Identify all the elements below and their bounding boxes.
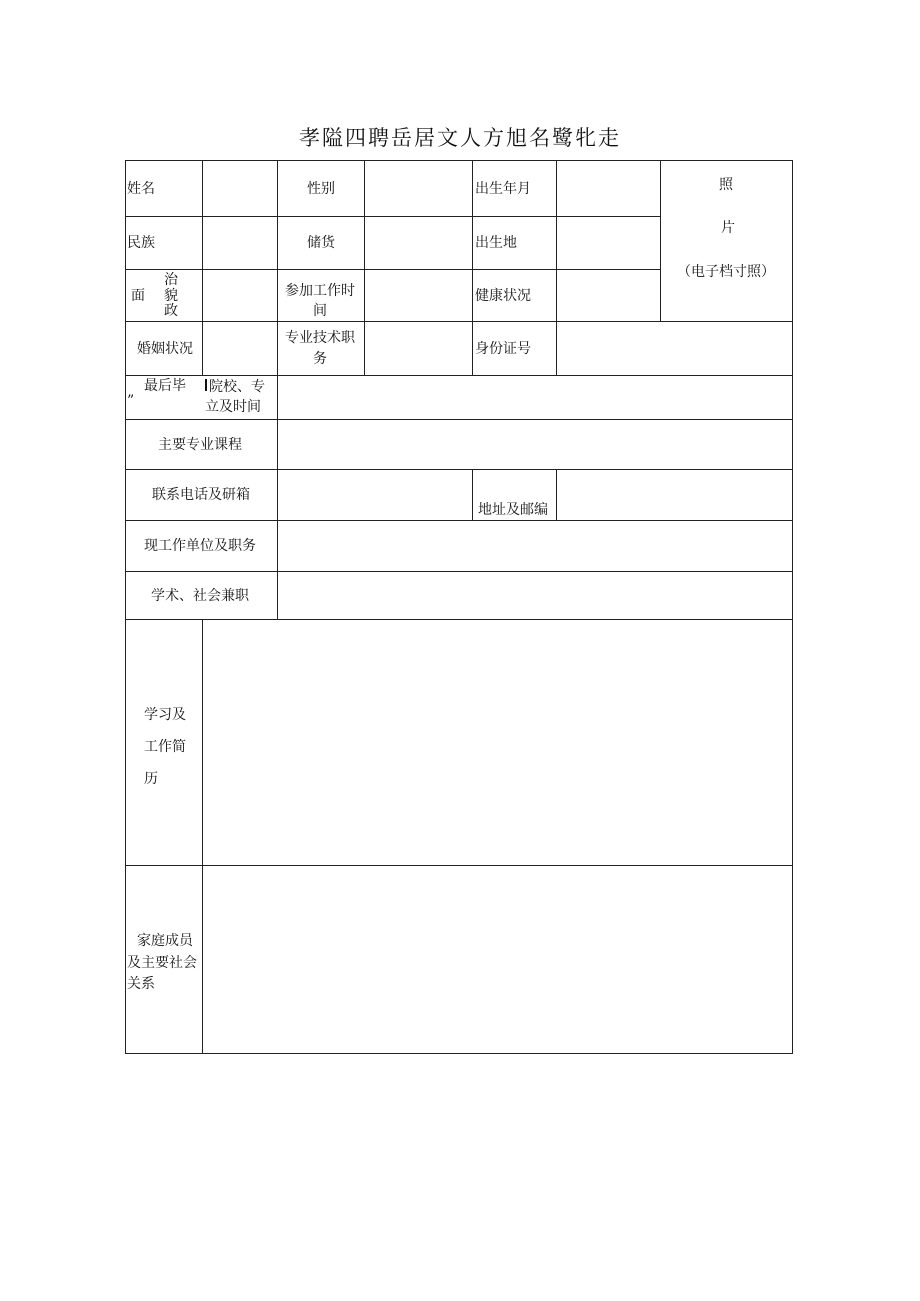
photo-label-1: 照 [719, 177, 733, 193]
marital-field[interactable] [203, 322, 277, 375]
gender-field[interactable] [365, 161, 472, 216]
family-label-1: 家庭成员 [137, 933, 193, 949]
tech-title-label-1: 专业技术职 [285, 330, 355, 346]
current-job-field[interactable] [278, 521, 793, 571]
courses-field[interactable] [278, 420, 793, 469]
name-label: 姓名 [127, 181, 155, 197]
native-place-label: 储货 [307, 235, 335, 251]
resume-label-1: 学习及 [144, 707, 186, 723]
ethnicity-field[interactable] [203, 217, 277, 269]
work-start-label-2: 间 [313, 303, 327, 319]
address-zip-field[interactable] [557, 470, 793, 520]
tech-title-field[interactable] [365, 322, 472, 375]
graduation-label-2: ” [127, 393, 135, 409]
health-label: 健康状况 [475, 288, 531, 304]
cell-mark [205, 379, 207, 391]
phone-email-field[interactable] [278, 470, 472, 520]
id-number-label: 身份证号 [475, 341, 531, 357]
school-label-1: 院校、专 [209, 379, 265, 395]
political-status-field[interactable] [203, 270, 277, 321]
name-field[interactable] [203, 161, 277, 216]
birthplace-field[interactable] [557, 217, 660, 269]
courses-label: 主要专业课程 [158, 437, 242, 453]
political-label-a: 治 [164, 272, 178, 288]
current-job-label: 现工作单位及职务 [144, 538, 256, 554]
marital-label: 婚姻状况 [137, 341, 193, 357]
graduation-label-1: 最后毕 [144, 378, 186, 394]
resume-label-2: 工作简 [144, 739, 186, 755]
work-start-label-1: 参加工作时 [285, 283, 355, 299]
school-label-2: 立及时间 [205, 399, 261, 415]
col-line [277, 160, 278, 375]
school-field[interactable] [278, 376, 793, 419]
birth-date-label: 出生年月 [475, 181, 531, 197]
resume-field[interactable] [203, 620, 793, 865]
ethnicity-label: 民族 [127, 235, 155, 251]
tech-title-label-2: 务 [313, 351, 327, 367]
political-label-b: 面 [131, 288, 145, 304]
academic-label: 学术、社会兼职 [151, 588, 249, 604]
political-label-c: 貌 [164, 288, 178, 304]
photo-label-2: 片 [721, 220, 735, 236]
resume-label-3: 历 [144, 771, 158, 787]
political-label-d: 政 [164, 303, 178, 319]
address-zip-label: 地址及邮编 [478, 502, 548, 518]
id-number-field[interactable] [557, 322, 793, 375]
col-line [472, 160, 473, 375]
native-place-field[interactable] [365, 217, 472, 269]
health-field[interactable] [557, 270, 660, 321]
birth-date-field[interactable] [557, 161, 660, 216]
birthplace-label: 出生地 [475, 235, 517, 251]
photo-note: （电子档寸照） [677, 264, 775, 280]
work-start-field[interactable] [365, 270, 472, 321]
family-label-2: 及主要社会 [127, 955, 197, 971]
gender-label: 性别 [307, 181, 335, 197]
form-title: 孝隘四聘岳居文人方旭名鹭牝走 [299, 126, 621, 150]
phone-email-label: 联系电话及研箱 [152, 487, 250, 503]
family-label-3: 关系 [127, 976, 155, 992]
family-field[interactable] [203, 866, 793, 1054]
col-line [472, 469, 473, 520]
academic-field[interactable] [278, 572, 793, 619]
